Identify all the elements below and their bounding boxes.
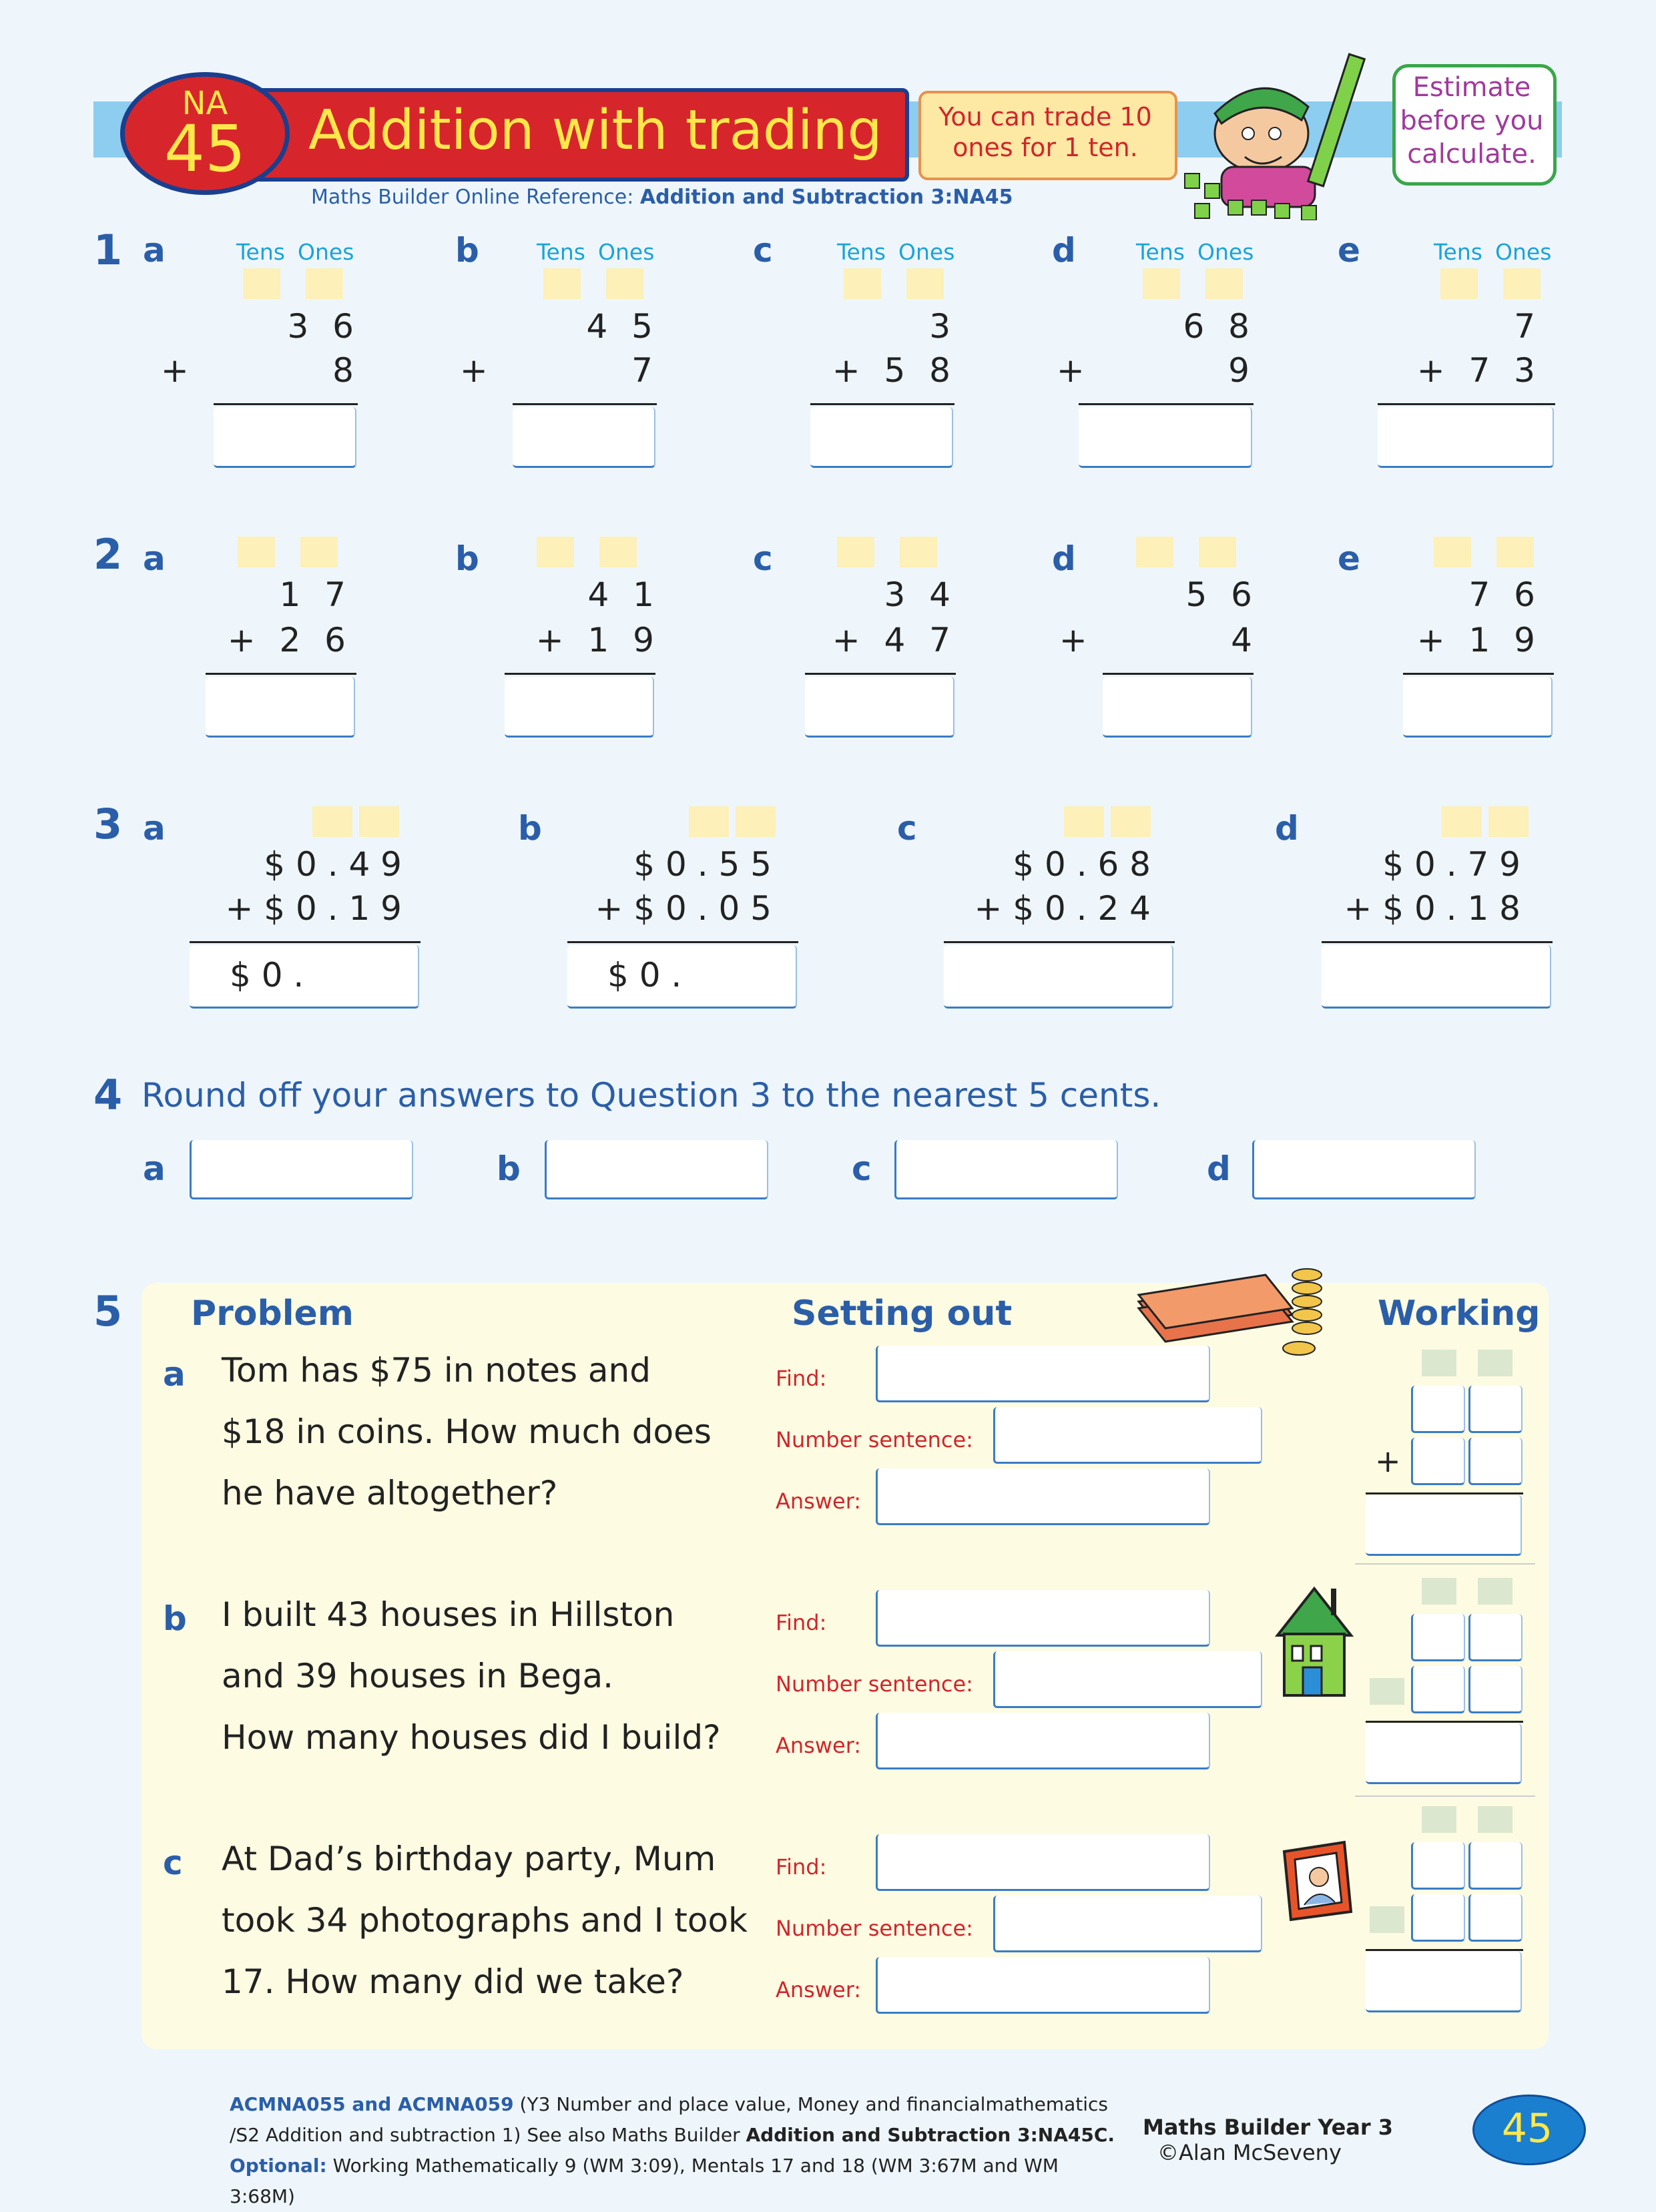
curriculum-codes: ACMNA055 and ACMNA059: [230, 2093, 514, 2115]
optional-text: Working Mathematically 9 (WM 3:09), Mentals 17 and 18 (WM 3:67M and WM 3:68M): [230, 2155, 1059, 2207]
working-c-operator-box[interactable]: [1370, 1906, 1404, 1933]
bottom-number: + 4 7: [832, 621, 950, 659]
online-reference-prefix: Maths Builder Online Reference:: [311, 186, 634, 209]
row-divider: [1355, 1795, 1535, 1797]
working-b-operator-box[interactable]: [1370, 1678, 1404, 1705]
item-label: c: [163, 1844, 183, 1882]
ones-header: Ones: [1197, 239, 1254, 265]
problem-line: and 39 houses in Bega.: [222, 1657, 614, 1695]
optional-label: Optional:: [230, 2155, 327, 2177]
sum-line: [567, 941, 798, 943]
q3-item-c: [897, 804, 1191, 1017]
q4-label-a: a: [143, 1149, 166, 1188]
answer-label: Answer:: [776, 1977, 862, 2002]
item-label: d: [1052, 231, 1076, 270]
sum-line: [1103, 673, 1254, 675]
answer-label: Answer:: [776, 1733, 862, 1758]
item-label: c: [753, 539, 773, 578]
number-sentence-label: Number sentence:: [776, 1671, 973, 1697]
answer-box[interactable]: [805, 677, 954, 738]
footer-see-also: Addition and Subtraction 3:NA45C.: [746, 2124, 1115, 2146]
tenths-carry-box[interactable]: [1442, 806, 1482, 837]
bottom-number: + 4: [1059, 621, 1252, 659]
item-label: c: [897, 809, 917, 848]
answer-box[interactable]: [1322, 945, 1551, 1009]
bottom-number: + 8: [160, 351, 354, 390]
item-label: a: [143, 809, 166, 848]
item-label: c: [753, 231, 773, 270]
q2-item-d: [1052, 534, 1266, 741]
footer-line-1-text: (Y3 Number and place value, Money and financialmathematics: [513, 2093, 1109, 2115]
q5-header-problem: Problem: [191, 1294, 354, 1334]
question-2-number: 2: [93, 530, 123, 579]
q4-answer-box-a[interactable]: [190, 1140, 413, 1199]
bottom-number: + 1 9: [535, 621, 654, 659]
working-a-top-tens[interactable]: [1411, 1386, 1465, 1433]
top-number: 6 8: [1183, 307, 1250, 346]
photo-frame-icon: [1278, 1838, 1358, 1925]
bottom-number: + 9: [1056, 351, 1250, 390]
working-b-carry-ones[interactable]: [1478, 1578, 1512, 1605]
top-number: 4 5: [586, 307, 653, 346]
tens-carry-box[interactable]: [238, 537, 275, 567]
working-a-carry-ones[interactable]: [1478, 1350, 1512, 1376]
sum-line: [810, 403, 954, 405]
working-c-top-ones[interactable]: [1468, 1842, 1523, 1890]
q3-item-a: [143, 804, 437, 1017]
answer-box[interactable]: [810, 407, 953, 468]
problem-line: At Dad’s birthday party, Mum: [222, 1840, 716, 1878]
ones-carry-box[interactable]: [1205, 268, 1243, 299]
sum-line: [1378, 403, 1555, 405]
online-reference-code: Addition and Subtraction 3:NA45: [639, 186, 1013, 209]
estimate-text: Estimate before you calculate.: [1400, 72, 1544, 170]
working-a-bottom-tens[interactable]: [1411, 1438, 1465, 1485]
footer-curriculum-text: [230, 2089, 1124, 2212]
q5-header-setting-out: Setting out: [792, 1294, 1013, 1334]
ones-carry-box[interactable]: [1199, 537, 1236, 567]
hundredths-carry-box[interactable]: [1488, 806, 1529, 837]
tens-header: Tens: [236, 239, 285, 265]
footer-line-3: [230, 2151, 1124, 2212]
answer-box[interactable]: [190, 945, 419, 1009]
hundredths-carry-box[interactable]: [736, 806, 776, 837]
q2-item-a: [143, 534, 370, 741]
bottom-number: + 5 8: [832, 351, 950, 390]
question-3-number: 3: [93, 800, 123, 848]
item-label: b: [455, 231, 479, 270]
working-b-carry-tens[interactable]: [1422, 1578, 1456, 1605]
tenths-carry-box[interactable]: [312, 806, 352, 837]
q4-label-b: b: [497, 1149, 521, 1188]
tens-header: Tens: [837, 239, 886, 265]
ones-carry-box[interactable]: [1503, 268, 1541, 299]
tens-carry-box[interactable]: [1136, 537, 1173, 567]
item-label: a: [143, 539, 166, 578]
bottom-number: + 2 6: [227, 621, 346, 659]
footer-line-2-text: /S2 Addition and subtraction 1) See also Maths Builder: [230, 2124, 746, 2146]
top-number: 7: [1514, 307, 1535, 346]
answer-field[interactable]: [876, 1957, 1210, 2014]
answer-box[interactable]: [1079, 407, 1252, 468]
question-4-text: Round off your answers to Question 3 to the nearest 5 cents.: [142, 1076, 1161, 1115]
find-field[interactable]: [876, 1834, 1210, 1891]
working-c-carry-tens[interactable]: [1422, 1806, 1456, 1833]
item-label: e: [1338, 539, 1360, 578]
hundredths-carry-box[interactable]: [359, 806, 399, 837]
answer-box[interactable]: [944, 945, 1173, 1009]
q2-item-c: [753, 534, 967, 741]
top-amount: $ 0 . 6 8: [1013, 845, 1151, 884]
answer-prefix: $ 0 .: [230, 956, 304, 995]
working-a-plus: +: [1375, 1443, 1401, 1479]
hundredths-carry-box[interactable]: [1111, 806, 1151, 837]
online-reference: [311, 186, 1013, 209]
find-label: Find:: [776, 1610, 827, 1635]
bottom-amount: + $ 0 . 0 5: [595, 889, 772, 928]
bottom-amount: + $ 0 . 2 4: [974, 889, 1151, 928]
ones-carry-box[interactable]: [599, 537, 637, 567]
answer-prefix: $ 0 .: [607, 956, 682, 995]
number-sentence-label: Number sentence:: [776, 1427, 973, 1452]
tens-carry-box[interactable]: [243, 268, 280, 299]
top-number: 3: [929, 307, 950, 346]
number-sentence-field[interactable]: [993, 1407, 1262, 1464]
working-b-bottom-ones[interactable]: [1468, 1666, 1523, 1713]
sum-line: [513, 403, 657, 405]
problem-line: $18 in coins. How much does: [222, 1412, 712, 1451]
top-number: 5 6: [1185, 575, 1252, 614]
working-c-bottom-ones[interactable]: [1468, 1894, 1523, 1942]
item-label: b: [455, 539, 479, 578]
question-4-number: 4: [93, 1071, 123, 1119]
q1-item-b: [455, 231, 669, 471]
q4-answer-box-c[interactable]: [894, 1140, 1118, 1199]
answer-field[interactable]: [876, 1713, 1210, 1769]
sum-line: [505, 673, 655, 675]
item-label: a: [163, 1355, 186, 1394]
working-b-top-tens[interactable]: [1411, 1614, 1465, 1661]
house-icon: [1271, 1582, 1358, 1702]
working-b-line: [1366, 1721, 1523, 1723]
row-divider: [1355, 1563, 1535, 1565]
q3-item-d: [1275, 804, 1569, 1017]
bottom-number: + 7 3: [1416, 351, 1535, 390]
top-amount: $ 0 . 5 5: [633, 845, 772, 884]
top-number: 4 1: [587, 575, 654, 614]
tens-carry-box[interactable]: [537, 537, 574, 567]
top-number: 3 6: [287, 307, 354, 346]
question-1-number: 1: [93, 226, 123, 274]
q5-item-a: [163, 1351, 1538, 1565]
footer-line-1: [230, 2089, 1124, 2120]
working-a-line: [1366, 1492, 1523, 1494]
q1-item-a: [143, 231, 370, 471]
tens-header: Tens: [537, 239, 585, 265]
ones-header: Ones: [1495, 239, 1552, 265]
answer-box[interactable]: [513, 407, 655, 468]
working-b-answer[interactable]: [1366, 1723, 1522, 1784]
q3-item-b: [518, 804, 812, 1017]
sum-line: [1322, 941, 1553, 943]
top-amount: $ 0 . 7 9: [1382, 845, 1521, 884]
tens-carry-box[interactable]: [543, 268, 581, 299]
top-number: 1 7: [279, 575, 346, 614]
working-a-carry-tens[interactable]: [1422, 1350, 1456, 1376]
bottom-number: + 7: [459, 351, 653, 390]
working-c-answer[interactable]: [1366, 1952, 1522, 2012]
ones-carry-box[interactable]: [306, 268, 343, 299]
working-b-bottom-tens[interactable]: [1411, 1666, 1465, 1713]
character-illustration: [1181, 40, 1402, 220]
sum-line: [190, 941, 421, 943]
bottom-amount: + $ 0 . 1 8: [1344, 889, 1521, 928]
answer-box[interactable]: [567, 945, 797, 1009]
footer-line-2: [230, 2120, 1124, 2151]
sum-line: [214, 403, 358, 405]
section-code-badge: [120, 72, 290, 195]
problem-line: Tom has $75 in notes and: [222, 1351, 651, 1390]
sum-line: [206, 673, 356, 675]
top-amount: $ 0 . 4 9: [264, 845, 402, 884]
q4-label-c: c: [852, 1149, 872, 1188]
page-title: Addition with trading: [308, 99, 882, 162]
q4-answer-box-d[interactable]: [1252, 1140, 1476, 1199]
tens-header: Tens: [1136, 239, 1185, 265]
find-label: Find:: [776, 1366, 827, 1391]
answer-box[interactable]: [206, 677, 355, 738]
find-field[interactable]: [876, 1590, 1210, 1647]
working-a-top-ones[interactable]: [1468, 1386, 1523, 1433]
tens-carry-box[interactable]: [1434, 537, 1471, 567]
ones-header: Ones: [598, 239, 655, 265]
number-sentence-field[interactable]: [993, 1896, 1262, 1952]
tens-carry-box[interactable]: [837, 537, 874, 567]
working-c-top-tens[interactable]: [1411, 1842, 1465, 1890]
working-a-answer[interactable]: [1366, 1495, 1522, 1556]
ones-carry-box[interactable]: [1496, 537, 1534, 567]
top-number: 7 6: [1468, 575, 1535, 614]
item-label: b: [518, 809, 542, 848]
item-label: d: [1052, 539, 1076, 578]
sum-line: [1079, 403, 1254, 405]
sum-line: [805, 673, 956, 675]
working-a-bottom-ones[interactable]: [1468, 1438, 1523, 1485]
tens-carry-box[interactable]: [844, 268, 881, 299]
find-label: Find:: [776, 1854, 827, 1880]
ones-header: Ones: [298, 239, 354, 265]
tens-carry-box[interactable]: [1440, 268, 1478, 299]
problem-line: How many houses did I build?: [222, 1718, 721, 1757]
ones-carry-box[interactable]: [906, 268, 944, 299]
answer-box[interactable]: [1378, 407, 1554, 468]
answer-label: Answer:: [776, 1488, 862, 1514]
find-field[interactable]: [876, 1346, 1210, 1402]
working-c-carry-ones[interactable]: [1478, 1806, 1512, 1833]
problem-line: he have altogether?: [222, 1474, 558, 1512]
page-number: 45: [1501, 2105, 1553, 2152]
number-sentence-field[interactable]: [993, 1651, 1262, 1708]
answer-field[interactable]: [876, 1468, 1210, 1525]
question-5-number: 5: [93, 1287, 123, 1336]
problem-line: 17. How many did we take?: [222, 1962, 684, 2001]
answer-box[interactable]: [505, 677, 654, 738]
section-code-number: 45: [164, 111, 246, 186]
q4-label-d: d: [1207, 1149, 1231, 1188]
q1-item-e: [1338, 231, 1558, 471]
answer-box[interactable]: [1103, 677, 1252, 738]
bottom-amount: + $ 0 . 1 9: [225, 889, 402, 928]
working-b-top-ones[interactable]: [1468, 1614, 1523, 1661]
sum-line: [944, 941, 1175, 943]
tens-carry-box[interactable]: [1143, 268, 1180, 299]
item-label: b: [163, 1599, 187, 1638]
tens-header: Tens: [1434, 239, 1482, 265]
ones-carry-box[interactable]: [900, 537, 937, 567]
q2-item-b: [455, 534, 669, 741]
q4-answer-box-b[interactable]: [545, 1140, 768, 1199]
bottom-number: + 1 9: [1416, 621, 1535, 659]
tenths-carry-box[interactable]: [689, 806, 729, 837]
answer-box[interactable]: [1403, 677, 1553, 738]
problem-line: I built 43 houses in Hillston: [222, 1595, 675, 1634]
trade-tip-text: You can trade 10 ones for 1 ten.: [938, 102, 1152, 162]
q2-item-e: [1338, 534, 1558, 741]
top-number: 3 4: [884, 575, 950, 614]
item-label: a: [143, 231, 166, 270]
sum-line: [1403, 673, 1554, 675]
problem-line: took 34 photographs and I took: [222, 1901, 748, 1940]
ones-carry-box[interactable]: [300, 537, 338, 567]
item-label: d: [1275, 809, 1299, 848]
working-c-line: [1366, 1949, 1523, 1951]
number-sentence-label: Number sentence:: [776, 1916, 973, 1941]
ones-carry-box[interactable]: [606, 268, 643, 299]
book-title: Maths Builder Year 3: [1143, 2115, 1394, 2140]
answer-box[interactable]: [214, 407, 356, 468]
q1-item-c: [753, 231, 967, 471]
q5-header-working: Working: [1378, 1294, 1541, 1334]
ones-header: Ones: [898, 239, 955, 265]
working-c-bottom-tens[interactable]: [1411, 1894, 1465, 1942]
author-credit: ©Alan McSeveny: [1157, 2140, 1342, 2165]
section-code-na: NA: [182, 85, 228, 122]
tenths-carry-box[interactable]: [1064, 806, 1104, 837]
q1-item-d: [1052, 231, 1266, 471]
item-label: e: [1338, 231, 1360, 270]
